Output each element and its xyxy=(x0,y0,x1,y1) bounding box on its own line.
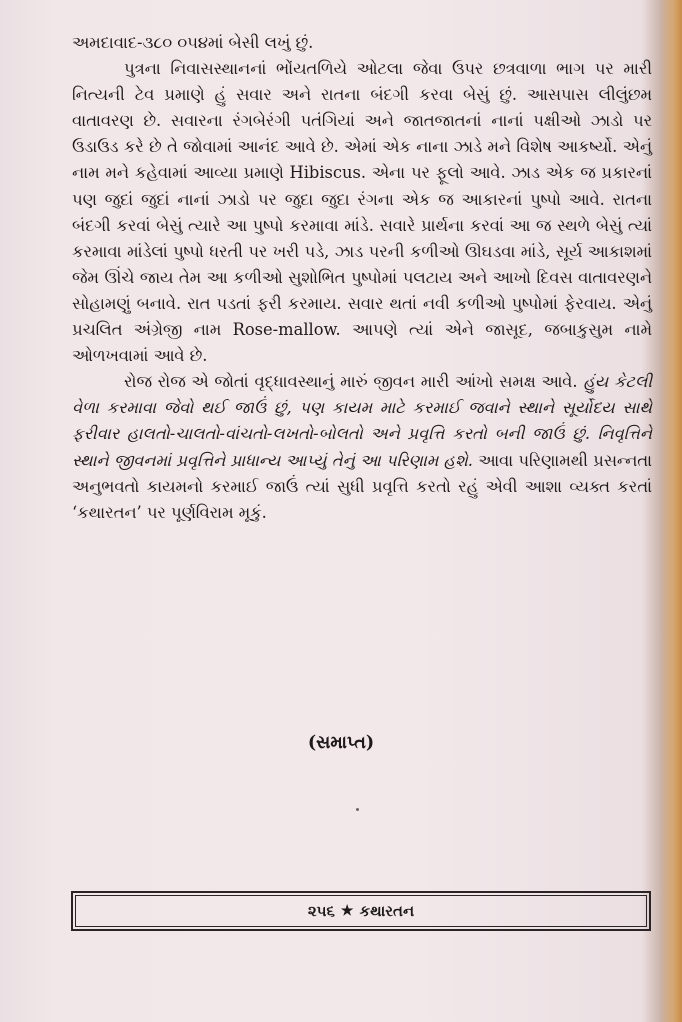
star-icon: ★ xyxy=(340,903,354,919)
paragraph xyxy=(72,30,652,56)
body-text xyxy=(72,30,652,526)
italic-text-segment: હુંય કેટલી વેળા કરમાવા જેવો થઈ જાઉં છું, પણ કાયમ માટે કરમાઈ જવાને સ્થાને સૂર્યોદય સાથે ફરીવાર હાલતો-ચાલતો-વાંચતો-લખતો-બોલતો અને પ્રવૃત્તિ કરતો બની જાઉં છું. નિવૃત્તિને સ્થાને જીવનમાં પ્રવૃત્તિને પ્રાધાન્ય આપ્યું તેનું આ પરિણામ હશે. xyxy=(72,372,652,470)
page-number: ૨૫૬ xyxy=(307,902,335,920)
paragraph xyxy=(72,56,652,369)
book-title: કથારતન xyxy=(359,902,415,920)
text-segment: પુત્રના નિવાસસ્થાનનાં ભોંયતળિયે ઓટલા જેવા ઉપર છત્રવાળા ભાગ પર મારી નિત્યની ટેવ પ્રમાણે હું સવાર અને રાતના બંદગી કરવા બેસું છું. આસપાસ લીલુંછમ વાતાવરણ છે. સવારના રંગબેરંગી પતંગિયાં અને જાતજાતનાં નાનાં પક્ષીઓ ઝાડો પર ઉડાઉડ કરે છે તે જોવામાં આનંદ આવે છે. એમાં એક નાના ઝાડે મને વિશેષ આકર્ષ્યો. એનું નામ મને કહેવામાં આવ્યા પ્રમાણે Hibiscus. એના પર ફૂલો આવે. ઝાડ એક જ પ્રકારનાં પણ જુદાં જુદાં નાનાં ઝાડો પર જુદા જુદા રંગના એક જ આકારનાં પુષ્પો આવે. રાતના બંદગી કરવાં બેસું ત્યારે આ પુષ્પો કરમાવા માંડે. સવારે પ્રાર્થના કરવાં આ જ સ્થળે બેસું ત્યાં કરમાવા માંડેલાં પુષ્પો ધરતી પર ખરી પડે, ઝાડ પરની કળીઓ ઊઘડવા માંડે, સૂર્ય આકાશમાં જેમ ઊંચે જાય તેમ આ કળીઓ સુશોભિત પુષ્પોમાં પલટાય અને આખો દિવસ વાતાવરણને સોહામણું બનાવે. રાત પડતાં ફરી કરમાય. સવાર થતાં નવી કળીઓ પુષ્પોમાં ફેરવાય. એનું પ્રચલિત અંગ્રેજી નામ Rose-mallow. આપણે ત્યાં એને જાસૂદ, જબાકુસુમ નામે ઓળખવામાં આવે છે. xyxy=(72,59,652,366)
page-footer xyxy=(71,891,651,931)
text-segment: અમદાવાદ-૩૮૦ ૦૫૪માં બેસી લખું છું. xyxy=(72,33,314,52)
paragraph xyxy=(72,369,652,526)
end-mark: (સમાપ્ત) xyxy=(307,733,375,753)
text-segment: રોજ રોજ એ જોતાં વૃદ્ધાવસ્થાનું મારું જીવન મારી આંખો સમક્ષ આવે. xyxy=(124,372,584,392)
page-edge-stain xyxy=(660,0,682,1022)
text-segment: આવા પરિણામથી પ્રસન્નતા અનુભવતો કાયમનો કરમાઈ જાઉં ત્યાં સુધી પ્રવૃત્તિ કરતો રહું એવી આશા વ્યક્ત કરતાં ‘કથારતન’ પર પૂર્ણવિરામ મૂકું. xyxy=(72,450,653,522)
footer-inner-frame xyxy=(75,895,647,927)
paper-speck xyxy=(356,808,359,811)
